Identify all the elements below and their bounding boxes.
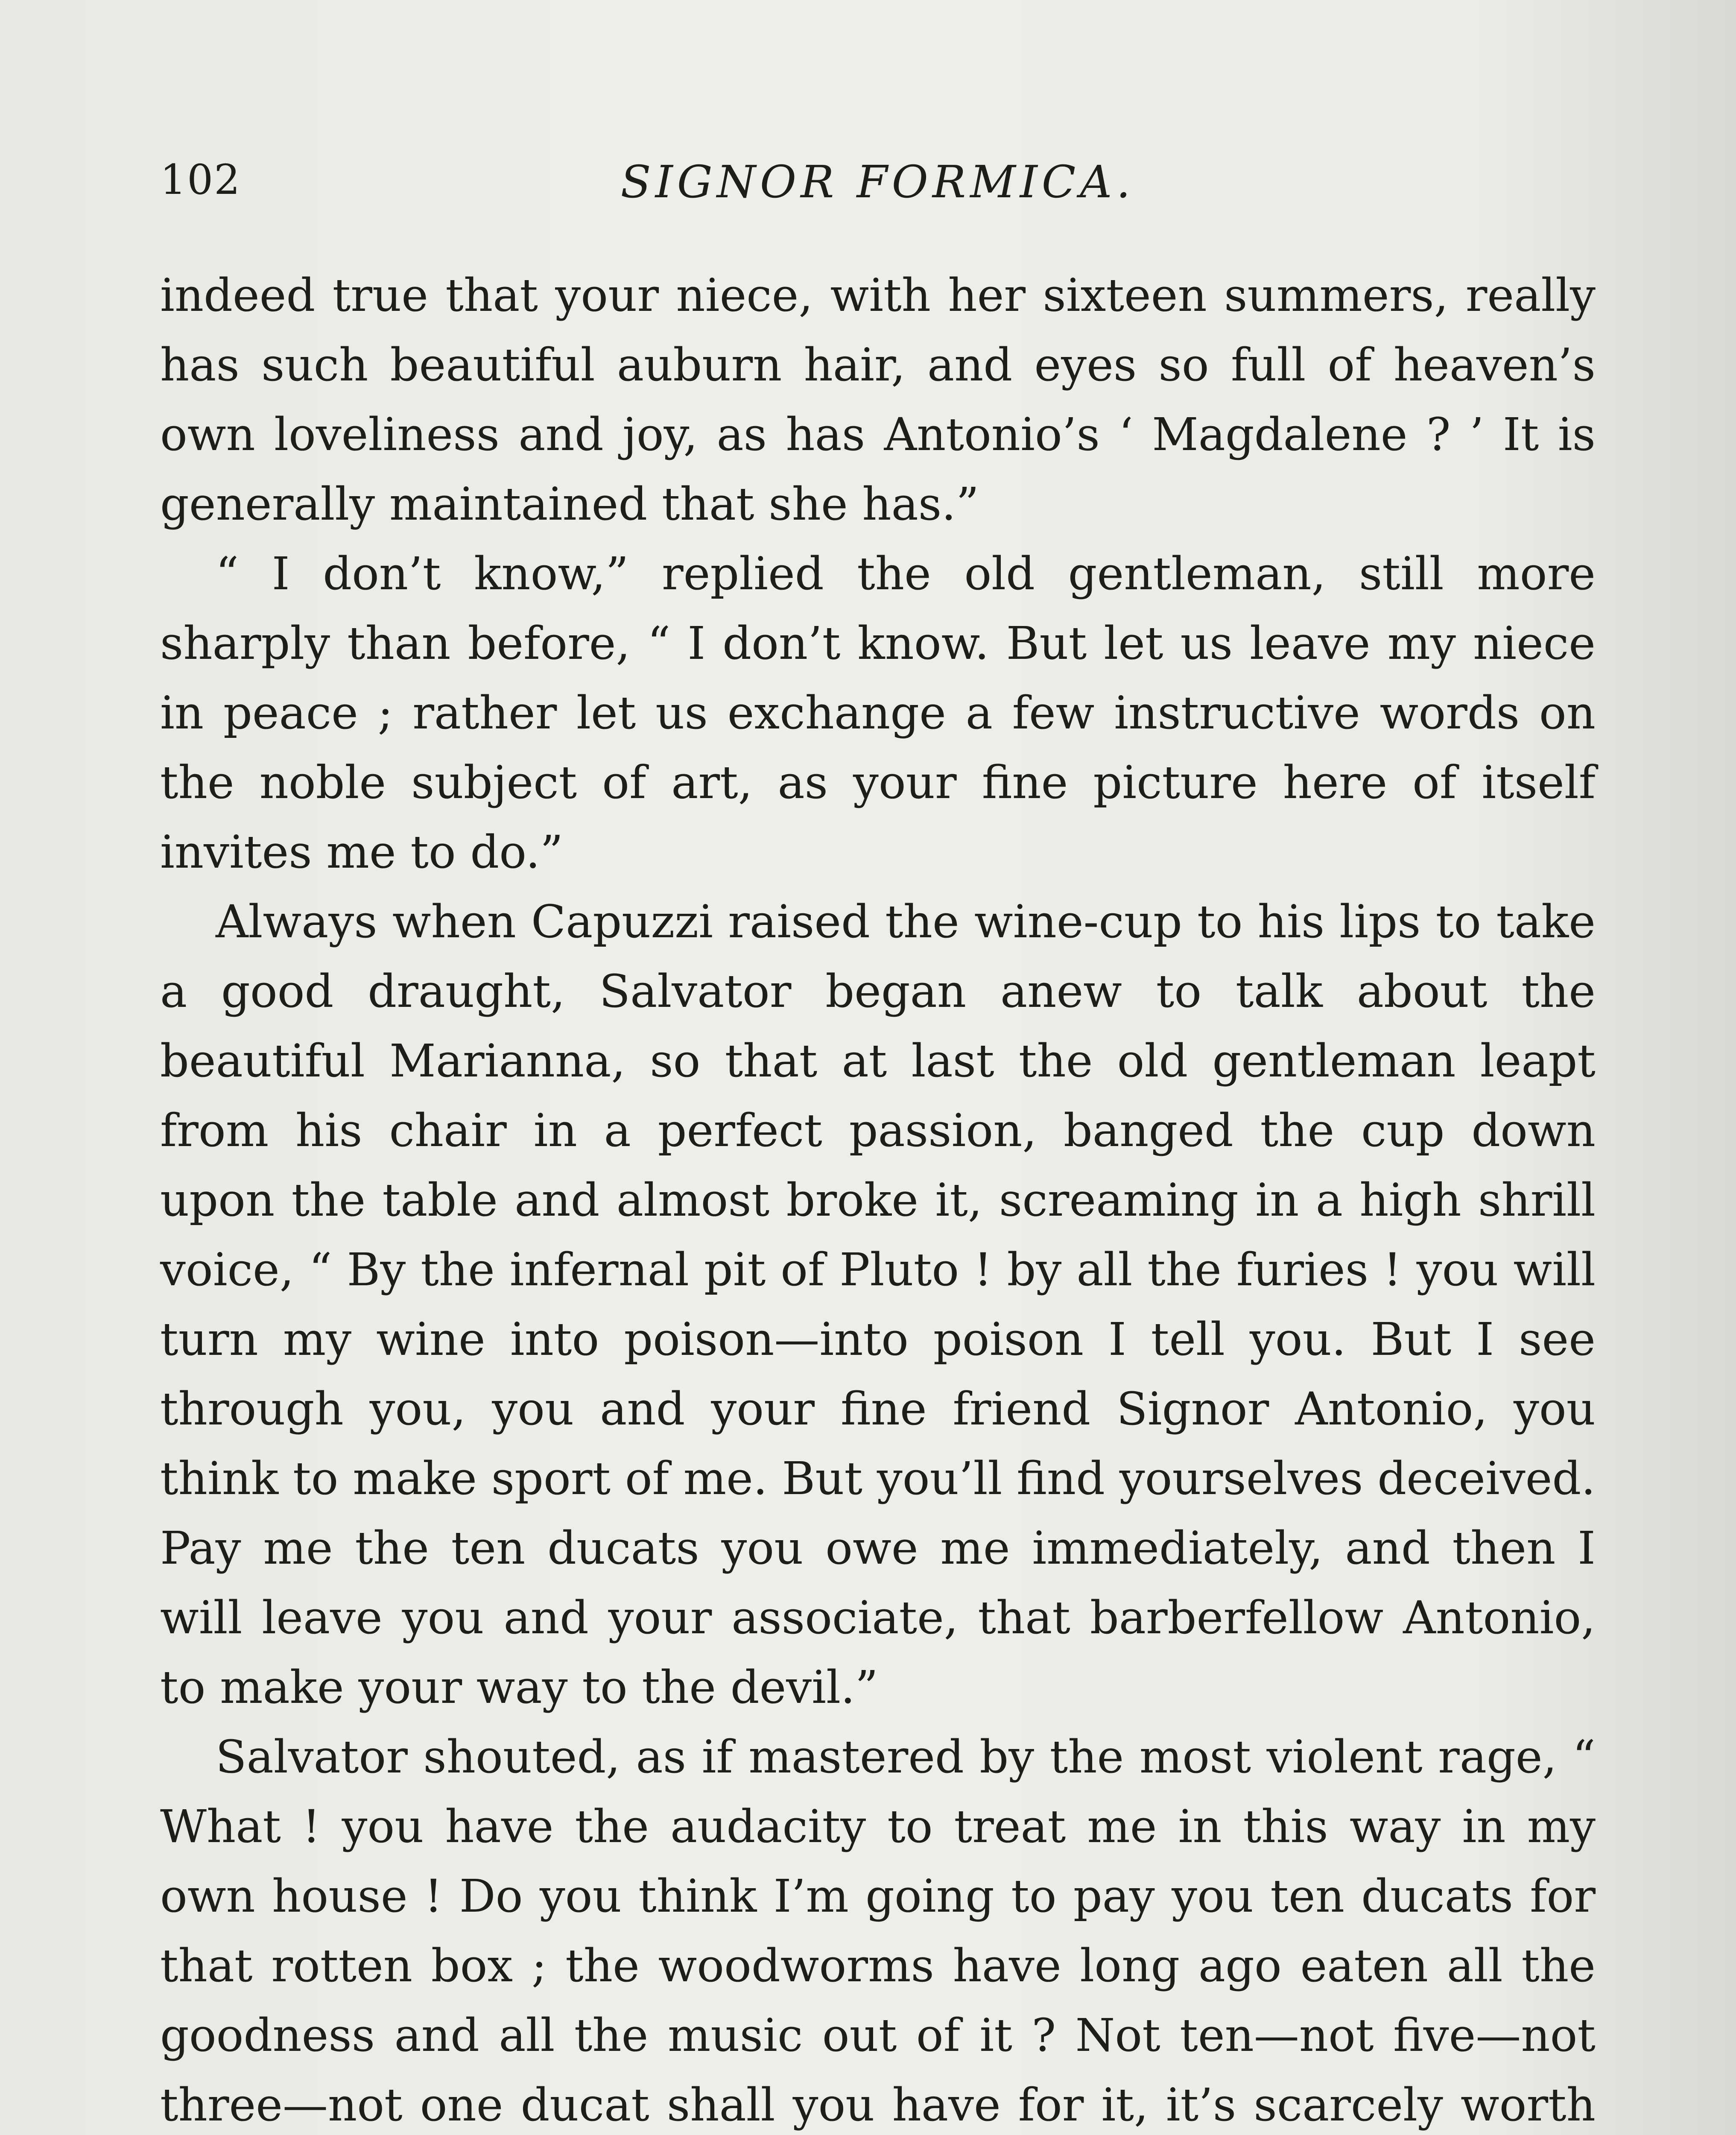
paragraph-4: Salvator shouted, as if mastered by the most violent rage, “ What ! you have the audacity to treat me in this way in my own house ! Do you think I’m going to pay you ten ducats for that rotten box ; the woodworms have long ago eaten all the goodness and all the music out of it ? Not ten—not five—not three—not one ducat shall you have for it, it’s scarcely worth: [160, 1731, 1596, 2131]
paragraph-1: indeed true that your niece, with her sixteen summers, really has such beautiful auburn hair, and eyes so full of heaven’s own loveliness and joy, as has Antonio’s ‘ Magdalene ? ’ It is generally maintained that she has.”: [160, 269, 1596, 530]
paragraph-2: “ I don’t know,” replied the old gentleman, still more sharply than before, “ I don’t know. But let us leave my niece in peace ; rather let us exchange a few instructive words on the noble subject of art, as your fine picture here of itself invites me to do.”: [160, 547, 1596, 878]
page-header: [160, 147, 1595, 211]
body-text: [160, 260, 1596, 2135]
running-title: SIGNOR FORMICA.: [620, 156, 1135, 208]
paragraph-3: Always when Capuzzi raised the wine-cup to his lips to take a good draught, Salvator began anew to talk about the beautiful Marianna, so that at last the old gentleman leapt from his chair in a perfect passion, banged the cup down upon the table and almost broke it, screaming in a high shrill voice, “ By the infernal pit of Pluto ! by all the furies ! you will turn my wine into poison—into poison I tell you. But I see through you, you and your fine friend Signor Antonio, you think to make sport of me. But you’ll find yourselves deceived. Pay me the ten ducats you owe me immediately, and then I will leave you and your associate, that barberfellow Antonio, to make your way to the devil.”: [160, 895, 1596, 1714]
page-number: 102: [160, 156, 241, 204]
